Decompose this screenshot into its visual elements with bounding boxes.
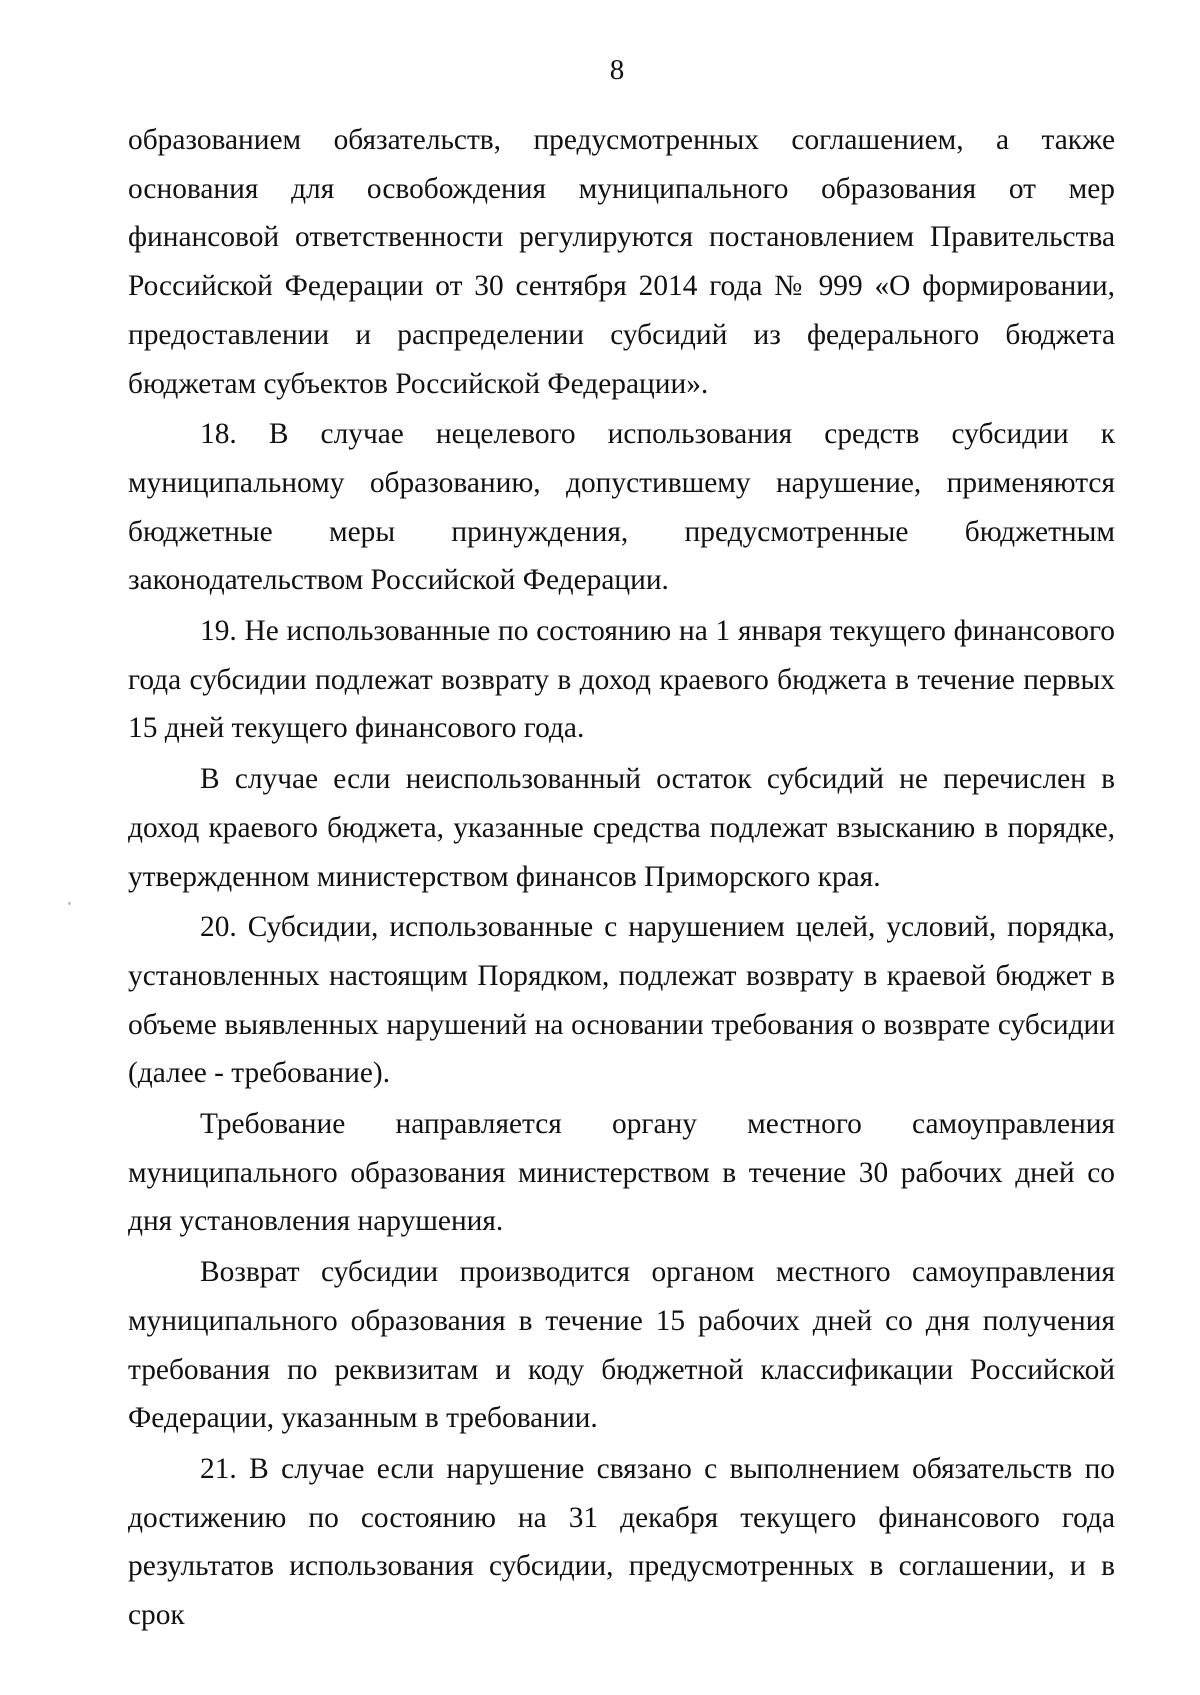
paragraph-continuation: образованием обязательств, предусмотренных соглашением, а также основания для освобождения муниципального образования от мер финансовой ответственности регулируются постановлением Правительства Российской Федерации от 30 сентября 2014 года № 999 «О формировании, предоставлении и распределении субсидий из федерального бюджета бюджетам субъектов Российской Федерации». (128, 124, 1115, 400)
paragraph-item-18: 18. В случае нецелевого использования средств субсидии к муниципальному образованию, допустившему нарушение, применяются бюджетные меры принуждения, предусмотренные бюджетным законодательством Российской Федерации. (128, 418, 1115, 597)
paragraph-item-21: 21. В случае если нарушение связано с выполнением обязательств по достижению по состоянию на 31 декабря текущего финансового года результатов использования субсидии, предусмотренных в соглашении, и в срок (128, 1452, 1115, 1632)
scan-speck (68, 902, 71, 905)
document-body (128, 116, 1115, 1642)
paragraph-item-20: 20. Субсидии, использованные с нарушением целей, условий, порядка, установленных настоящим Порядком, подлежат возврату в краевой бюджет в объеме выявленных нарушений на основании требования о возврате субсидии (далее - требование). (128, 911, 1115, 1090)
page-number: 8 (609, 54, 625, 86)
paragraph-requirement: Требование направляется органу местного самоуправления муниципального образования министерством в течение 30 рабочих дней со дня установления нарушения. (128, 1108, 1115, 1238)
paragraph-item-19: 19. Не использованные по состоянию на 1 января текущего финансового года субсидии подлежат возврату в доход краевого бюджета в течение первых 15 дней текущего финансового года. (128, 615, 1115, 745)
paragraph-refund: Возврат субсидии производится органом местного самоуправления муниципального образования в течение 15 рабочих дней со дня получения требования по реквизитам и коду бюджетной классификации Российской Федерации, указанным в требовании. (128, 1256, 1115, 1435)
paragraph-unspent-balance: В случае если неиспользованный остаток субсидий не перечислен в доход краевого бюджета, указанные средства подлежат взысканию в порядке, утвержденном министерством финансов Приморского края. (128, 763, 1115, 893)
